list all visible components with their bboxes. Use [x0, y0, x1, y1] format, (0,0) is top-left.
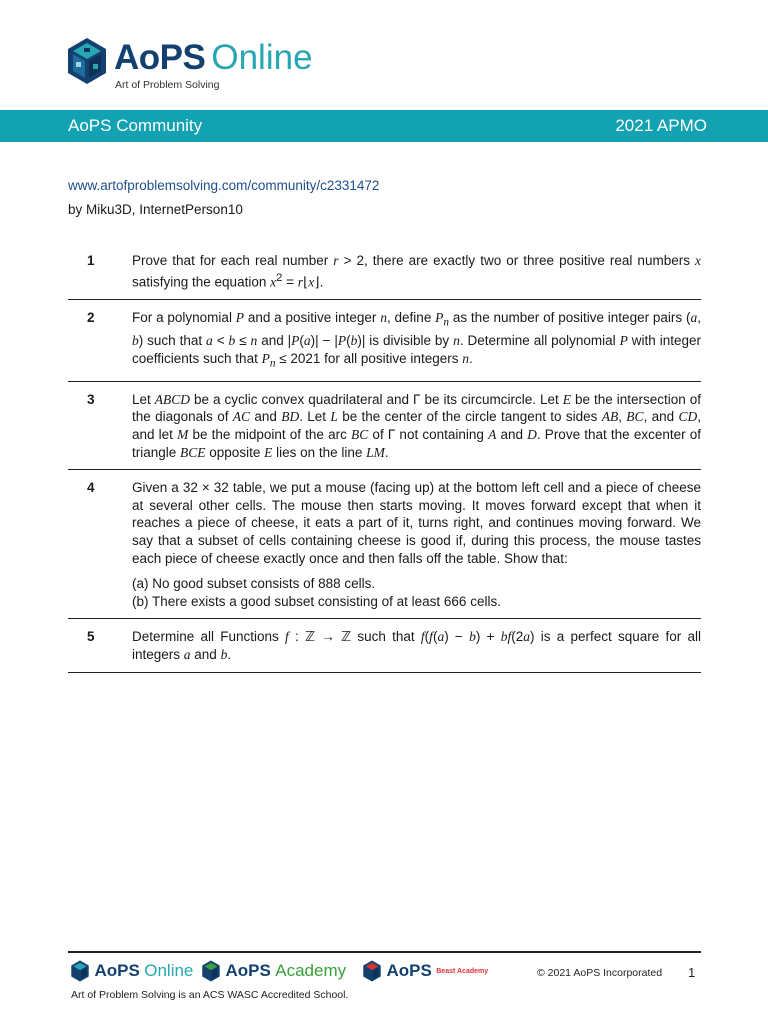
problem-row — [68, 246, 701, 300]
header-banner — [0, 110, 768, 142]
problem-statement: For a polynomial P and a positive integer n, define $P_n$ as the number of positive integer pairs (a, b) such that a < b ≤ n and |P(a)| − |P(b)| is divisible by n. Determine all polynomial P with integer coefficients such that $P_n \le 2021$ for all positive integers n. — [132, 309, 701, 370]
footer-divider — [68, 951, 701, 953]
banner-community-title: AoPS Community — [68, 116, 203, 135]
page-number: 1 — [688, 965, 696, 980]
aops-cube-icon — [70, 960, 90, 982]
problem-statement: Let ABCD be a cyclic convex quadrilateral and Γ be its circumcircle. Let E be the intersection of the diagonals of AC and BD. Let L be the center of the circle tangent to sides AB, BC, and CD, and let M be the midpoint of the arc BC of Γ not containing A and D. Prove that the excenter of triangle BCE opposite E lies on the line LM. — [132, 391, 702, 460]
footer-logo-aops-academy[interactable] — [201, 960, 346, 984]
problem-number: 3 — [87, 391, 95, 407]
accreditation-text: Art of Problem Solving is an ACS WASC Accredited School. — [71, 989, 349, 1001]
footer-logo-beast-academy[interactable] — [362, 960, 489, 984]
logo-tagline: Art of Problem Solving — [115, 79, 220, 91]
footer-logo-brand: AoPS — [225, 961, 271, 980]
problem-number: 1 — [87, 253, 95, 268]
problem-number: 2 — [87, 309, 95, 325]
logo-brand-suffix: Online — [211, 38, 313, 77]
banner-contest-title: 2021 APMO — [615, 116, 707, 135]
footer-logo-suffix: Academy — [275, 961, 347, 980]
problem-statement: Determine all Functions f : ℤ → ℤ such that f(f(a) − b) + bf(2a) is a perfect square for all integers a and b. — [132, 629, 701, 662]
problem-row — [68, 619, 701, 672]
footer-logo-brand: AoPS — [386, 961, 432, 980]
problem-row — [68, 300, 701, 382]
footer-logo-aops-online[interactable] — [70, 960, 193, 984]
footer-logo-suffix: Beast Academy — [436, 967, 489, 975]
problem-statement: Prove that for each real number r > 2, there are exactly two or three positive real numbers x satisfying the equation $x^2$ = r⌊x⌋. — [132, 253, 701, 290]
problem-list — [68, 246, 701, 673]
copyright-text: © 2021 AoPS Incorporated — [537, 967, 663, 979]
problem-row — [68, 382, 701, 470]
community-link[interactable]: www.artofproblemsolving.com/community/c2331472 — [68, 178, 380, 193]
problem-statement: Given a 32 × 32 table, we put a mouse (facing up) at the bottom left cell and a piece of cheese at several other cells. The mouse then starts moving. It moves forward except that when it reaches a piece of cheese, it eats a part of it, turns right, and continues moving forward. We say that a subset of cells containing cheese is good if, during this process, the mouse tastes each piece of cheese exactly once and then falls off the table. Show that: (a) No good subset consists of 888 cells. (b) There exists a good subset consisting of at least 666 cells. — [132, 480, 701, 609]
problem-row — [68, 470, 701, 619]
logo-brand: AoPS — [114, 38, 206, 77]
problem-number: 5 — [87, 629, 95, 645]
aops-cube-icon — [362, 960, 382, 982]
footer-logo-brand: AoPS — [94, 961, 140, 980]
problem-number: 4 — [87, 480, 95, 496]
footer-logo-suffix: Online — [144, 961, 194, 980]
aops-cube-icon — [66, 37, 108, 85]
authors-line: by Miku3D, InternetPerson10 — [68, 202, 243, 217]
aops-cube-icon — [201, 960, 221, 982]
